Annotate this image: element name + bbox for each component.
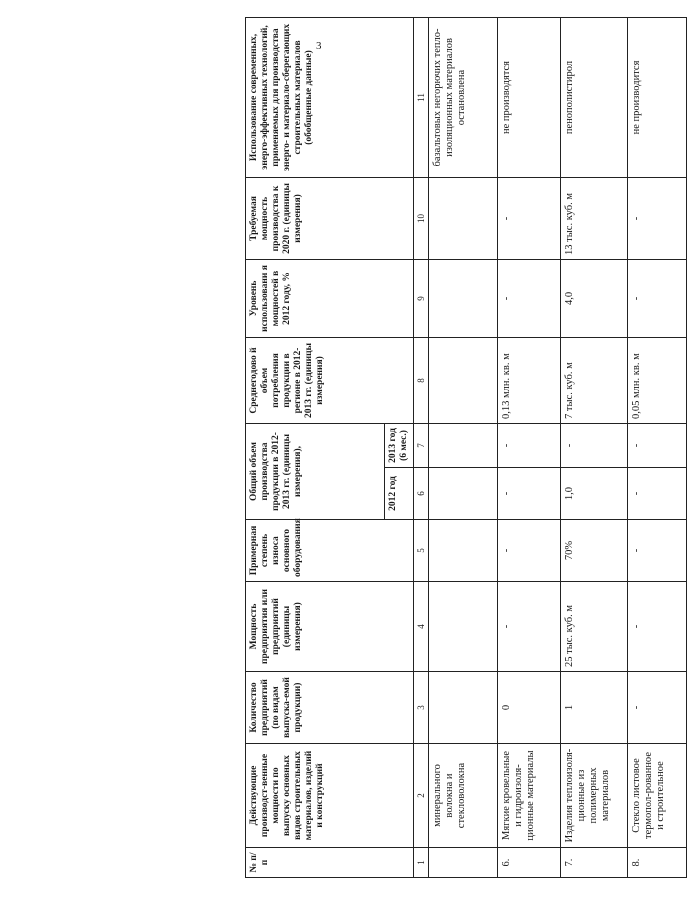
row-count: 1 [560, 672, 627, 744]
row-capacity: 25 тыс. куб. м [560, 582, 627, 672]
column-number: 2 [413, 744, 428, 848]
row-volume-2012: - [497, 468, 560, 520]
table-header-row [246, 17, 385, 877]
header-year-2012: 2012 год [385, 468, 414, 520]
column-number: 7 [413, 423, 428, 467]
row-consumption: 0,05 млн. кв. м [627, 337, 686, 423]
row-tech: не производится [627, 17, 686, 177]
header-name: Действующие производст-венные мощности по выпуску основных видов строительных материалов, изделий и конструкций [246, 744, 414, 848]
row-num: 6. [497, 848, 560, 878]
column-number: 11 [413, 17, 428, 177]
row-volume-2013: - [560, 423, 627, 467]
header-capacity: Мощность предприятия или предприятий (единицы измерения) [246, 582, 414, 672]
row-capacity: - [497, 582, 560, 672]
header-num: № п/п [246, 848, 414, 878]
header-tech: Использование современных, энерго-эффективных технологий, применяемых для производства энерго- и материало-сберегающих строительных материалов (обобщенные данные) [246, 17, 414, 177]
row-capacity: - [627, 582, 686, 672]
header-required: Требуемая мощность производства к 2020 г. (единицы измерения) [246, 177, 414, 259]
row-name: Стекло листовое термопол-рованное и строительное [627, 744, 686, 848]
header-wear: Примерная степень износа основного оборудования [246, 520, 414, 582]
header-year-2013: 2013 год (6 мес.) [385, 423, 414, 467]
row-required: - [497, 177, 560, 259]
row-usage [428, 259, 497, 337]
column-number: 5 [413, 520, 428, 582]
page-number: 3 [316, 40, 322, 52]
row-count: - [627, 672, 686, 744]
header-count: Количество предприятий (по видам выпуска-емой продукции) [246, 672, 414, 744]
row-consumption: 7 тыс. куб. м [560, 337, 627, 423]
row-volume-2012: - [627, 468, 686, 520]
row-tech: пенополистирол [560, 17, 627, 177]
row-volume-2012: 1,0 [560, 468, 627, 520]
production-capacity-table [245, 17, 687, 878]
row-name: Мягкие кровельные и гидроизоля-ционные материалы [497, 744, 560, 848]
rotated-page-content [245, 18, 665, 878]
row-count: 0 [497, 672, 560, 744]
column-number: 3 [413, 672, 428, 744]
row-wear: - [627, 520, 686, 582]
row-tech: не производятся [497, 17, 560, 177]
row-num: 7. [560, 848, 627, 878]
column-number: 9 [413, 259, 428, 337]
row-wear: - [497, 520, 560, 582]
row-usage: 4,0 [560, 259, 627, 337]
row-name: Изделия теплоизоля-ционные из полимерных материалов [560, 744, 627, 848]
header-usage: Уровень использовани я мощностей в 2012 году, % [246, 259, 414, 337]
row-required [428, 177, 497, 259]
row-num [428, 848, 497, 878]
column-number: 6 [413, 468, 428, 520]
column-number-row [413, 17, 428, 877]
row-consumption: 0,13 млн. кв. м [497, 337, 560, 423]
row-volume-2013: - [627, 423, 686, 467]
column-number: 8 [413, 337, 428, 423]
column-number: 4 [413, 582, 428, 672]
row-num: 8. [627, 848, 686, 878]
table-row [627, 17, 686, 877]
row-usage: - [627, 259, 686, 337]
row-count [428, 672, 497, 744]
row-required: 13 тыс. куб. м [560, 177, 627, 259]
header-consumption: Среднегодово й объем потребления продукции в регионе в 2012-2013 гг. (единицы измерения) [246, 337, 414, 423]
row-volume-2013: - [497, 423, 560, 467]
row-required: - [627, 177, 686, 259]
table-row [497, 17, 560, 877]
row-volume-2013 [428, 423, 497, 467]
row-tech: базальтовых негорючих тепло-изоляционных материалов остановлена [428, 17, 497, 177]
row-name: минерального волокна и стекловолокна [428, 744, 497, 848]
row-volume-2012 [428, 468, 497, 520]
table-row [428, 17, 497, 877]
row-wear [428, 520, 497, 582]
table-row [560, 17, 627, 877]
column-number: 10 [413, 177, 428, 259]
header-volume: Общий объем производства продукции в 2012-2013 гг. (единицы измерения), [246, 423, 385, 519]
row-consumption [428, 337, 497, 423]
row-usage: - [497, 259, 560, 337]
column-number: 1 [413, 848, 428, 878]
row-wear: 70% [560, 520, 627, 582]
row-capacity [428, 582, 497, 672]
